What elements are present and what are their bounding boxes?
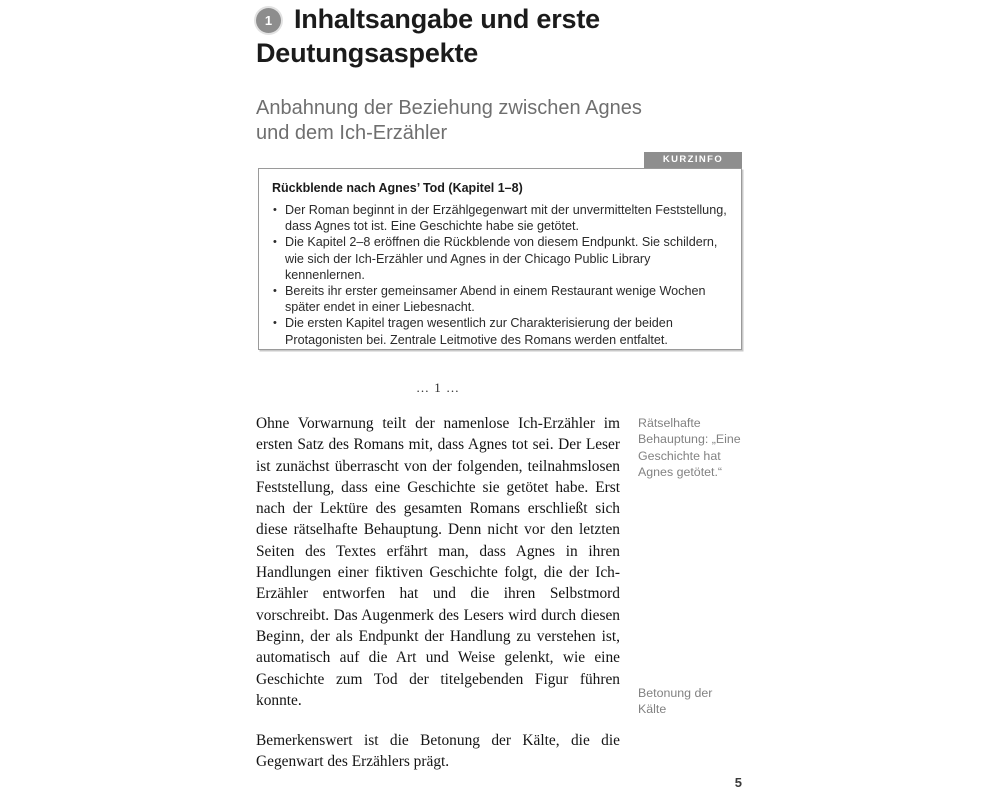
- kurzinfo-bullet-list: [272, 202, 728, 348]
- kurzinfo-tab-label: KURZINFO: [644, 152, 742, 168]
- section-subtitle: Anbahnung der Beziehung zwischen Agnes und dem Ich-Erzähler: [256, 97, 642, 144]
- list-item: • Die Kapitel 2–8 eröffnen die Rückblende von diesem Endpunkt. Sie schildern, wie sich der Ich-Erzähler und Agnes in der Chicago Public Library kennenlernen.: [272, 234, 728, 283]
- margin-note-2: Betonung der Kälte: [638, 686, 713, 717]
- list-item: • Die ersten Kapitel tragen wesentlich zur Charakterisierung der beiden Protagonisten bei. Zentrale Leitmotive des Romans werden entfaltet.: [272, 315, 728, 347]
- section-marker: … 1 …: [416, 380, 460, 395]
- body-paragraph-1: Ohne Vorwarnung teilt der namenlose Ich-Erzähler im ersten Satz des Romans mit, dass Agnes tot sei. Der Leser ist zunächst überrascht von der folgenden, teilnahmslosen Feststellung, dass eine Geschichte sie getötet habe. Erst nach der Lektüre des gesamten Romans erschließt sich diese rätselhafte Behauptung. Denn nicht vor den letzten Seiten des Textes erfährt man, dass Agnes in ihren Handlungen einer fiktiven Geschichte folgt, die der Ich-Erzähler entworfen hat und die ihren Selbstmord vorschreibt. Das Augenmerk des Lesers wird durch diesen Beginn, der als Endpunkt der Handlung zu verstehen ist, automatisch auf die Art und Weise gelenkt, wie eine Geschichte zum Tod der titelgebenden Figur führen konnte.: [256, 415, 620, 709]
- page-number: 5: [734, 775, 742, 790]
- margin-note-1: Rätselhafte Behauptung: „Eine Geschichte hat Agnes getötet.“: [638, 416, 741, 480]
- chapter-heading-block: [256, 2, 676, 70]
- body-paragraph-2: Bemerkenswert ist die Betonung der Kälte, die die Gegenwart des Erzählers prägt.: [256, 732, 620, 771]
- kurzinfo-title: Rückblende nach Agnes’ Tod (Kapitel 1–8): [272, 181, 523, 195]
- chapter-number-badge: 1: [256, 8, 281, 33]
- list-item: • Bereits ihr erster gemeinsamer Abend in einem Restaurant wenige Wochen später endet in einer Liebesnacht.: [272, 283, 728, 315]
- page-title: Inhaltsangabe und erste Deutungsaspekte: [256, 4, 600, 68]
- body-text-column: [256, 413, 620, 792]
- list-item: • Der Roman beginnt in der Erzählgegenwart mit der unvermittelten Feststellung, dass Agnes tot ist. Eine Geschichte habe sie getötet.: [272, 202, 728, 234]
- kurzinfo-box: [258, 168, 742, 350]
